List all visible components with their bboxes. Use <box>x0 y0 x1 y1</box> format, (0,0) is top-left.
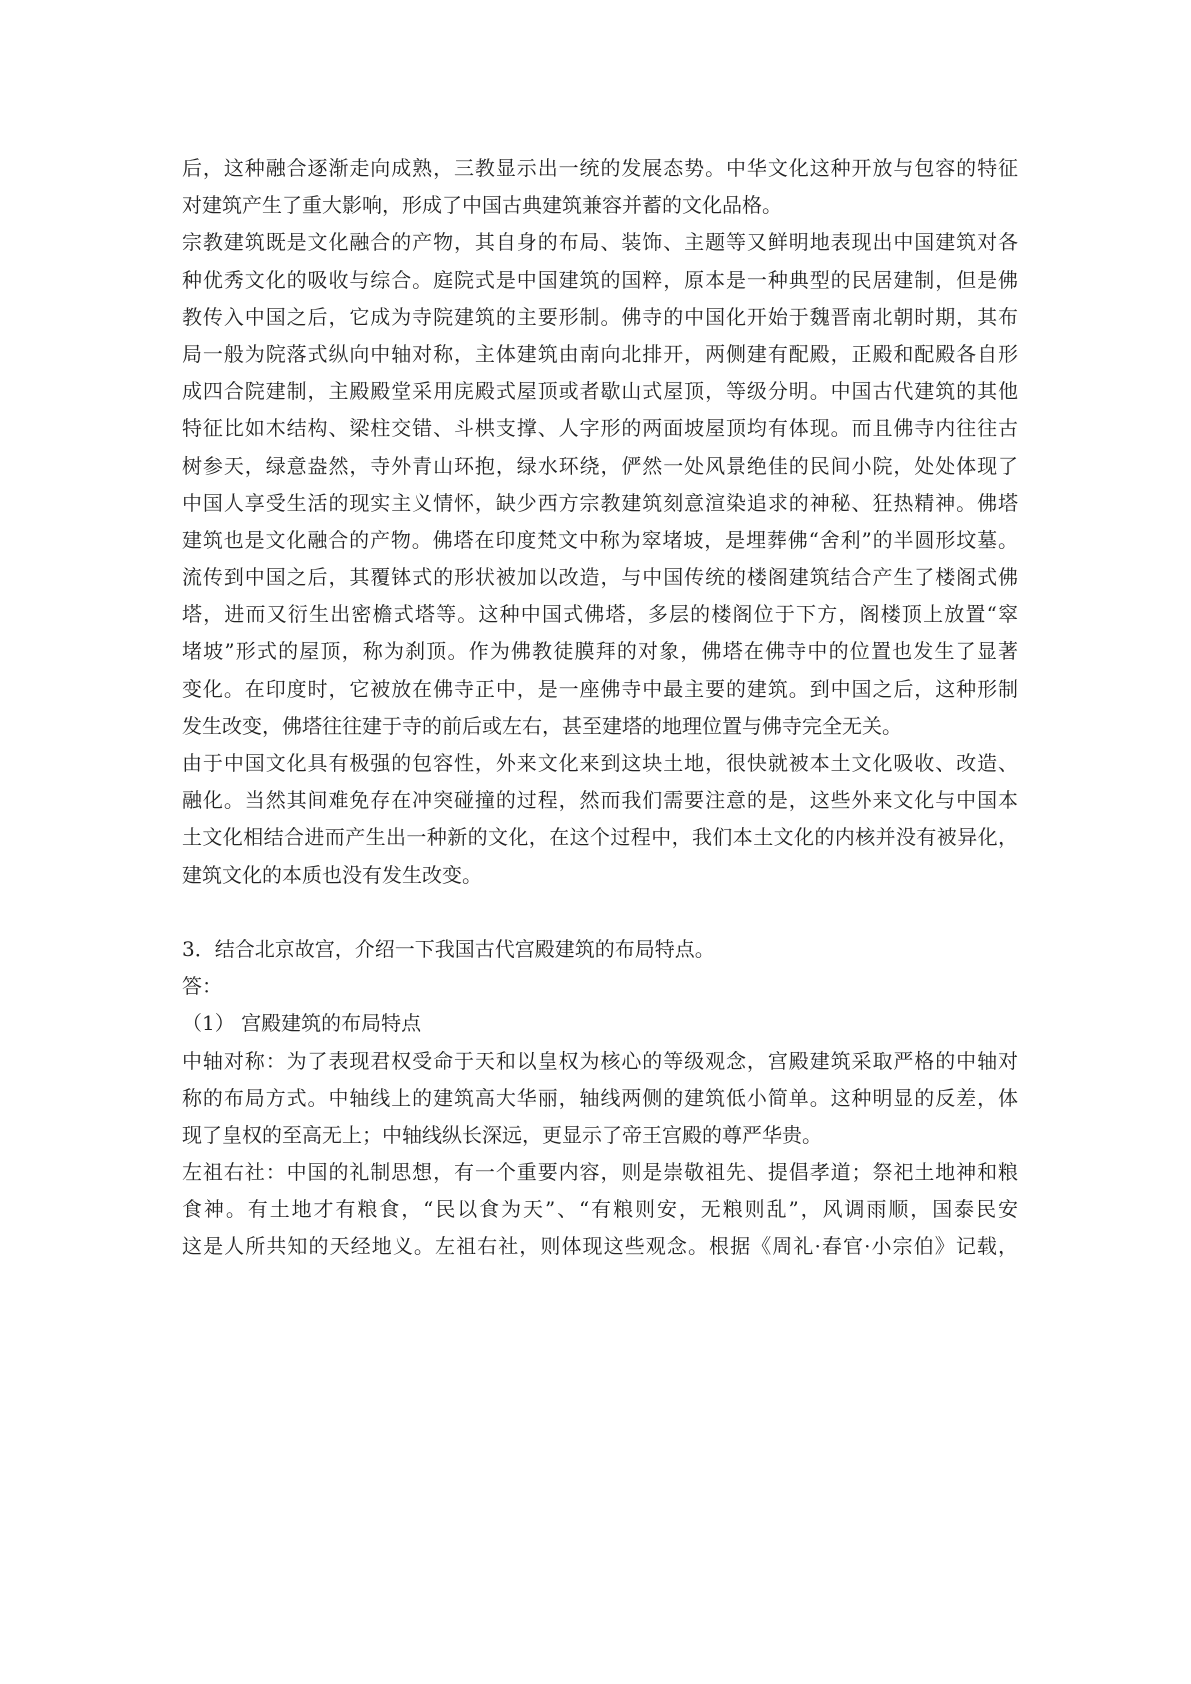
text-line: 流传到中国之后，其覆钵式的形状被加以改造，与中国传统的楼阁建筑结合产生了楼阁式佛 <box>182 565 1018 590</box>
text-line: 建筑文化的本质也没有发生改变。 <box>182 862 482 887</box>
paragraph <box>182 1154 1018 1266</box>
answer-label: 答： <box>182 974 222 999</box>
text-line: 变化。在印度时，它被放在佛寺正中，是一座佛寺中最主要的建筑。到中国之后，这种形制 <box>182 676 1018 701</box>
text-line: 中轴对称：为了表现君权受命于天和以皇权为核心的等级观念，宫殿建筑采取严格的中轴对 <box>182 1048 1018 1073</box>
text-line: 建筑也是文化融合的产物。佛塔在印度梵文中称为窣堵坡，是埋葬佛“舍利”的半圆形坟墓。 <box>182 527 1018 552</box>
text-line: 食神。有土地才有粮食，“民以食为天”、“有粮则安，无粮则乱”，风调雨顺，国泰民安 <box>182 1197 1018 1222</box>
text-line: 局一般为院落式纵向中轴对称，主体建筑由南向北排开，两侧建有配殿，正殿和配殿各自形 <box>182 341 1018 366</box>
text-line: 融化。当然其间难免存在冲突碰撞的过程，然而我们需要注意的是，这些外来文化与中国本 <box>182 788 1018 813</box>
paragraph <box>182 745 1018 894</box>
text-line: 种优秀文化的吸收与综合。庭院式是中国建筑的国粹，原本是一种典型的民居建制，但是佛 <box>182 267 1018 292</box>
paragraph <box>182 224 1018 745</box>
spacer <box>182 894 1018 931</box>
paragraph <box>182 150 1018 224</box>
text-line: 对建筑产生了重大影响，形成了中国古典建筑兼容并蓄的文化品格。 <box>182 193 782 218</box>
text-line: 后，这种融合逐渐走向成熟，三教显示出一统的发展态势。中华文化这种开放与包容的特征 <box>182 156 1018 180</box>
text-line: 宗教建筑既是文化融合的产物，其自身的布局、装饰、主题等又鲜明地表现出中国建筑对各 <box>182 230 1018 255</box>
text-line: 特征比如木结构、梁柱交错、斗栱支撑、人字形的两面坡屋顶均有体现。而且佛寺内往往古 <box>182 416 1018 441</box>
text-line: 树参天，绿意盎然，寺外青山环抱，绿水环绕，俨然一处风景绝佳的民间小院，处处体现了 <box>182 453 1018 478</box>
text-line: 土文化相结合进而产生出一种新的文化，在这个过程中，我们本土文化的内核并没有被异化， <box>182 825 1018 850</box>
paragraph <box>182 1043 1018 1155</box>
section-heading: （1） 宫殿建筑的布局特点 <box>182 1011 422 1036</box>
text-line: 由于中国文化具有极强的包容性，外来文化来到这块土地，很快就被本土文化吸收、改造、 <box>182 751 1018 775</box>
text-line: 堵坡”形式的屋顶，称为刹顶。作为佛教徒膜拜的对象，佛塔在佛寺中的位置也发生了显著 <box>182 639 1018 664</box>
text-line: 塔，进而又衍生出密檐式塔等。这种中国式佛塔，多层的楼阁位于下方，阁楼顶上放置“窣 <box>182 602 1018 627</box>
question-title: 3．结合北京故宫，介绍一下我国古代宫殿建筑的布局特点。 <box>182 936 715 961</box>
text-line: 教传入中国之后，它成为寺院建筑的主要形制。佛寺的中国化开始于魏晋南北朝时期，其布 <box>182 304 1018 329</box>
text-line: 称的布局方式。中轴线上的建筑高大华丽，轴线两侧的建筑低小简单。这种明显的反差，体 <box>182 1085 1018 1110</box>
text-line: 这是人所共知的天经地义。左祖右社，则体现这些观念。根据《周礼·春官·小宗伯》记载， <box>182 1234 1018 1259</box>
text-line: 成四合院建制，主殿殿堂采用庑殿式屋顶或者歇山式屋顶，等级分明。中国古代建筑的其他 <box>182 379 1018 404</box>
text-line: 发生改变，佛塔往往建于寺的前后或左右，甚至建塔的地理位置与佛寺完全无关。 <box>182 713 902 738</box>
document-body <box>182 150 1018 1266</box>
text-line: 现了皇权的至高无上；中轴线纵长深远，更显示了帝王宫殿的尊严华贵。 <box>182 1122 822 1147</box>
text-line: 左祖右社：中国的礼制思想，有一个重要内容，则是崇敬祖先、提倡孝道；祭祀土地神和粮 <box>182 1160 1018 1185</box>
text-line: 中国人享受生活的现实主义情怀，缺少西方宗教建筑刻意渲染追求的神秘、狂热精神。佛塔 <box>182 490 1018 515</box>
